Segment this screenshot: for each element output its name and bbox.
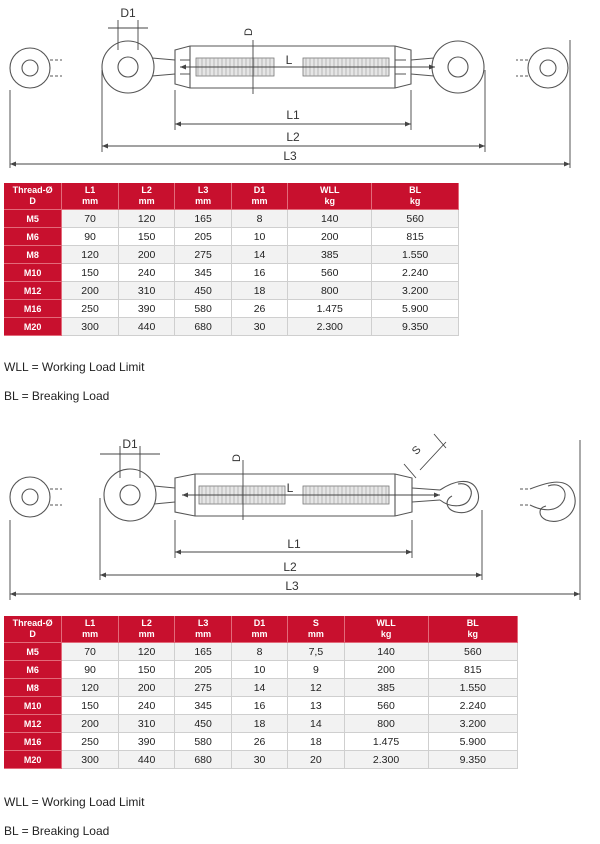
column-header-unit: mm bbox=[195, 196, 212, 206]
table-cell: 30 bbox=[231, 318, 287, 336]
table-cell: 18 bbox=[231, 282, 287, 300]
dim-d-label: D bbox=[231, 454, 243, 462]
table-cell: 560 bbox=[372, 210, 459, 228]
table-row bbox=[4, 264, 459, 282]
column-header-unit: mm bbox=[195, 629, 212, 639]
dim-l-label: L bbox=[286, 481, 294, 495]
column-header-name: L3 bbox=[197, 185, 209, 195]
table-cell: 240 bbox=[118, 697, 175, 715]
thread-size-cell: M5 bbox=[4, 643, 62, 661]
column-header bbox=[175, 616, 232, 643]
column-header bbox=[118, 183, 175, 210]
table-cell: 200 bbox=[344, 661, 428, 679]
table-cell: 310 bbox=[118, 282, 175, 300]
dim-s-label: S bbox=[409, 443, 424, 458]
table-row bbox=[4, 643, 518, 661]
thread-size-cell: M20 bbox=[4, 318, 62, 336]
table-cell: 300 bbox=[62, 318, 119, 336]
table-row bbox=[4, 282, 459, 300]
table-cell: 9 bbox=[288, 661, 344, 679]
column-header-name: D1 bbox=[253, 185, 266, 195]
table-row bbox=[4, 318, 459, 336]
column-header bbox=[4, 183, 62, 210]
table-cell: 560 bbox=[428, 643, 517, 661]
column-header bbox=[62, 616, 119, 643]
column-header-name: L1 bbox=[84, 185, 96, 195]
column-header-unit: D bbox=[29, 196, 36, 206]
table-cell: 815 bbox=[372, 228, 459, 246]
dim-d1-label: D1 bbox=[120, 6, 136, 20]
table-row bbox=[4, 246, 459, 264]
thread-size-cell: M8 bbox=[4, 679, 62, 697]
table-cell: 440 bbox=[118, 751, 175, 769]
table-cell: 1.475 bbox=[344, 733, 428, 751]
thread-size-cell: M8 bbox=[4, 246, 62, 264]
column-header-unit: mm bbox=[138, 196, 155, 206]
table-cell: 150 bbox=[118, 661, 175, 679]
table-cell: 275 bbox=[175, 246, 232, 264]
thread-size-cell: M20 bbox=[4, 751, 62, 769]
table-cell: 1.475 bbox=[288, 300, 372, 318]
table-cell: 30 bbox=[231, 751, 287, 769]
column-header-name: WLL bbox=[319, 185, 340, 195]
thread-size-cell: M16 bbox=[4, 733, 62, 751]
thread-size-cell: M16 bbox=[4, 300, 62, 318]
turnbuckle-eye-eye-drawing bbox=[0, 0, 600, 180]
table-cell: 205 bbox=[175, 661, 232, 679]
dim-l3-label: L3 bbox=[283, 149, 297, 163]
table-cell: 12 bbox=[288, 679, 344, 697]
table-cell: 14 bbox=[288, 715, 344, 733]
table-cell: 450 bbox=[175, 715, 232, 733]
dim-l3-label: L3 bbox=[285, 579, 299, 593]
table-cell: 120 bbox=[118, 210, 175, 228]
table-cell: 10 bbox=[231, 228, 287, 246]
column-header bbox=[288, 616, 344, 643]
column-header bbox=[288, 183, 372, 210]
table-cell: 345 bbox=[175, 264, 232, 282]
table-cell: 3.200 bbox=[428, 715, 517, 733]
dim-l2-label: L2 bbox=[286, 130, 300, 144]
column-header bbox=[344, 616, 428, 643]
table-cell: 205 bbox=[175, 228, 232, 246]
column-header-name: L1 bbox=[84, 618, 96, 628]
column-header bbox=[118, 616, 175, 643]
legend-wll: WLL = Working Load Limit bbox=[4, 795, 145, 809]
table-cell: 390 bbox=[118, 300, 175, 318]
table-cell: 140 bbox=[288, 210, 372, 228]
table-cell: 2.300 bbox=[288, 318, 372, 336]
column-header-name: Thread-Ø bbox=[12, 185, 53, 195]
column-header bbox=[428, 616, 517, 643]
column-header-name: Thread-Ø bbox=[12, 618, 53, 628]
column-header-unit: kg bbox=[409, 196, 421, 206]
dim-l-label: L bbox=[285, 53, 293, 67]
table-header-row bbox=[4, 183, 459, 210]
table-cell: 385 bbox=[288, 246, 372, 264]
column-header-name: S bbox=[312, 618, 319, 628]
table-body bbox=[4, 643, 518, 769]
column-header-name: L2 bbox=[141, 618, 152, 628]
table-cell: 165 bbox=[175, 210, 232, 228]
table-cell: 70 bbox=[62, 643, 119, 661]
table-cell: 385 bbox=[344, 679, 428, 697]
column-header-unit: kg bbox=[467, 629, 479, 639]
column-header bbox=[372, 183, 459, 210]
table-cell: 2.240 bbox=[428, 697, 517, 715]
table-cell: 200 bbox=[118, 246, 175, 264]
table-cell: 580 bbox=[175, 300, 232, 318]
thread-size-cell: M6 bbox=[4, 228, 62, 246]
table-row bbox=[4, 715, 518, 733]
table-cell: 120 bbox=[62, 679, 119, 697]
column-header bbox=[175, 183, 232, 210]
table-cell: 14 bbox=[231, 679, 287, 697]
table-cell: 90 bbox=[62, 228, 119, 246]
column-header-unit: kg bbox=[380, 629, 392, 639]
table-cell: 300 bbox=[62, 751, 119, 769]
legend-wll: WLL = Working Load Limit bbox=[4, 360, 145, 374]
table-cell: 10 bbox=[231, 661, 287, 679]
table-cell: 345 bbox=[175, 697, 232, 715]
table-cell: 150 bbox=[118, 228, 175, 246]
table-cell: 26 bbox=[231, 300, 287, 318]
thread-size-cell: M6 bbox=[4, 661, 62, 679]
table-cell: 450 bbox=[175, 282, 232, 300]
table-row bbox=[4, 228, 459, 246]
thread-size-cell: M10 bbox=[4, 264, 62, 282]
column-header bbox=[231, 616, 287, 643]
legend-bl: BL = Breaking Load bbox=[4, 389, 110, 403]
table-cell: 200 bbox=[62, 282, 119, 300]
table-cell: 7,5 bbox=[288, 643, 344, 661]
dim-l1-label: L1 bbox=[287, 537, 301, 551]
table-cell: 390 bbox=[118, 733, 175, 751]
table-cell: 200 bbox=[62, 715, 119, 733]
table-cell: 120 bbox=[118, 643, 175, 661]
column-header bbox=[4, 616, 62, 643]
table-cell: 8 bbox=[231, 210, 287, 228]
table-cell: 310 bbox=[118, 715, 175, 733]
thread-size-cell: M12 bbox=[4, 282, 62, 300]
turnbuckle-eye-eye-svg bbox=[0, 0, 600, 180]
table-body bbox=[4, 210, 459, 336]
column-header-unit: mm bbox=[251, 196, 268, 206]
table-cell: 3.200 bbox=[372, 282, 459, 300]
table-cell: 250 bbox=[62, 300, 119, 318]
table-cell: 9.350 bbox=[372, 318, 459, 336]
table-cell: 815 bbox=[428, 661, 517, 679]
thread-size-cell: M12 bbox=[4, 715, 62, 733]
table-cell: 14 bbox=[231, 246, 287, 264]
table-cell: 140 bbox=[344, 643, 428, 661]
table-cell: 9.350 bbox=[428, 751, 517, 769]
table-cell: 275 bbox=[175, 679, 232, 697]
turnbuckle-eye-hook-drawing bbox=[0, 420, 600, 605]
table-cell: 1.550 bbox=[372, 246, 459, 264]
column-header-unit: mm bbox=[251, 629, 268, 639]
table-cell: 560 bbox=[344, 697, 428, 715]
table-cell: 240 bbox=[118, 264, 175, 282]
table-cell: 150 bbox=[62, 697, 119, 715]
column-header-unit: D bbox=[29, 629, 36, 639]
thread-size-cell: M10 bbox=[4, 697, 62, 715]
dim-l1-label: L1 bbox=[286, 108, 300, 122]
table-row bbox=[4, 661, 518, 679]
table-cell: 18 bbox=[288, 733, 344, 751]
table-row bbox=[4, 751, 518, 769]
spec-table-eye-eye bbox=[4, 183, 459, 336]
thread-size-cell: M5 bbox=[4, 210, 62, 228]
table-header-row bbox=[4, 616, 518, 643]
legend-bl: BL = Breaking Load bbox=[4, 824, 110, 838]
column-header-unit: mm bbox=[82, 629, 99, 639]
spec-table-eye-hook bbox=[4, 616, 518, 769]
table-cell: 580 bbox=[175, 733, 232, 751]
table-row bbox=[4, 733, 518, 751]
dim-d-label: D bbox=[243, 28, 255, 36]
table-cell: 5.900 bbox=[372, 300, 459, 318]
table-row bbox=[4, 300, 459, 318]
dim-l2-label: L2 bbox=[283, 560, 297, 574]
column-header bbox=[231, 183, 287, 210]
table-cell: 800 bbox=[344, 715, 428, 733]
column-header-unit: mm bbox=[138, 629, 155, 639]
table-cell: 1.550 bbox=[428, 679, 517, 697]
table-row bbox=[4, 679, 518, 697]
table-cell: 150 bbox=[62, 264, 119, 282]
table-cell: 800 bbox=[288, 282, 372, 300]
table-cell: 8 bbox=[231, 643, 287, 661]
column-header bbox=[62, 183, 119, 210]
table-cell: 70 bbox=[62, 210, 119, 228]
table-cell: 16 bbox=[231, 264, 287, 282]
column-header-unit: mm bbox=[307, 629, 324, 639]
table-cell: 2.240 bbox=[372, 264, 459, 282]
table-cell: 200 bbox=[118, 679, 175, 697]
column-header-name: L2 bbox=[141, 185, 152, 195]
table-cell: 120 bbox=[62, 246, 119, 264]
table-cell: 440 bbox=[118, 318, 175, 336]
column-header-name: D1 bbox=[253, 618, 266, 628]
table-cell: 16 bbox=[231, 697, 287, 715]
table-cell: 18 bbox=[231, 715, 287, 733]
table-cell: 680 bbox=[175, 318, 232, 336]
table-cell: 26 bbox=[231, 733, 287, 751]
table-cell: 165 bbox=[175, 643, 232, 661]
dim-d1-label: D1 bbox=[122, 437, 138, 451]
table-cell: 560 bbox=[288, 264, 372, 282]
table-cell: 13 bbox=[288, 697, 344, 715]
table-cell: 5.900 bbox=[428, 733, 517, 751]
table-row bbox=[4, 697, 518, 715]
table-cell: 90 bbox=[62, 661, 119, 679]
column-header-name: BL bbox=[409, 185, 422, 195]
table-cell: 680 bbox=[175, 751, 232, 769]
column-header-unit: kg bbox=[324, 196, 335, 206]
table-cell: 2.300 bbox=[344, 751, 428, 769]
column-header-name: BL bbox=[466, 618, 479, 628]
table-cell: 250 bbox=[62, 733, 119, 751]
column-header-unit: mm bbox=[82, 196, 99, 206]
table-cell: 20 bbox=[288, 751, 344, 769]
table-cell: 200 bbox=[288, 228, 372, 246]
column-header-name: WLL bbox=[376, 618, 396, 628]
column-header-name: L3 bbox=[197, 618, 209, 628]
turnbuckle-eye-hook-svg bbox=[0, 420, 600, 605]
table-row bbox=[4, 210, 459, 228]
